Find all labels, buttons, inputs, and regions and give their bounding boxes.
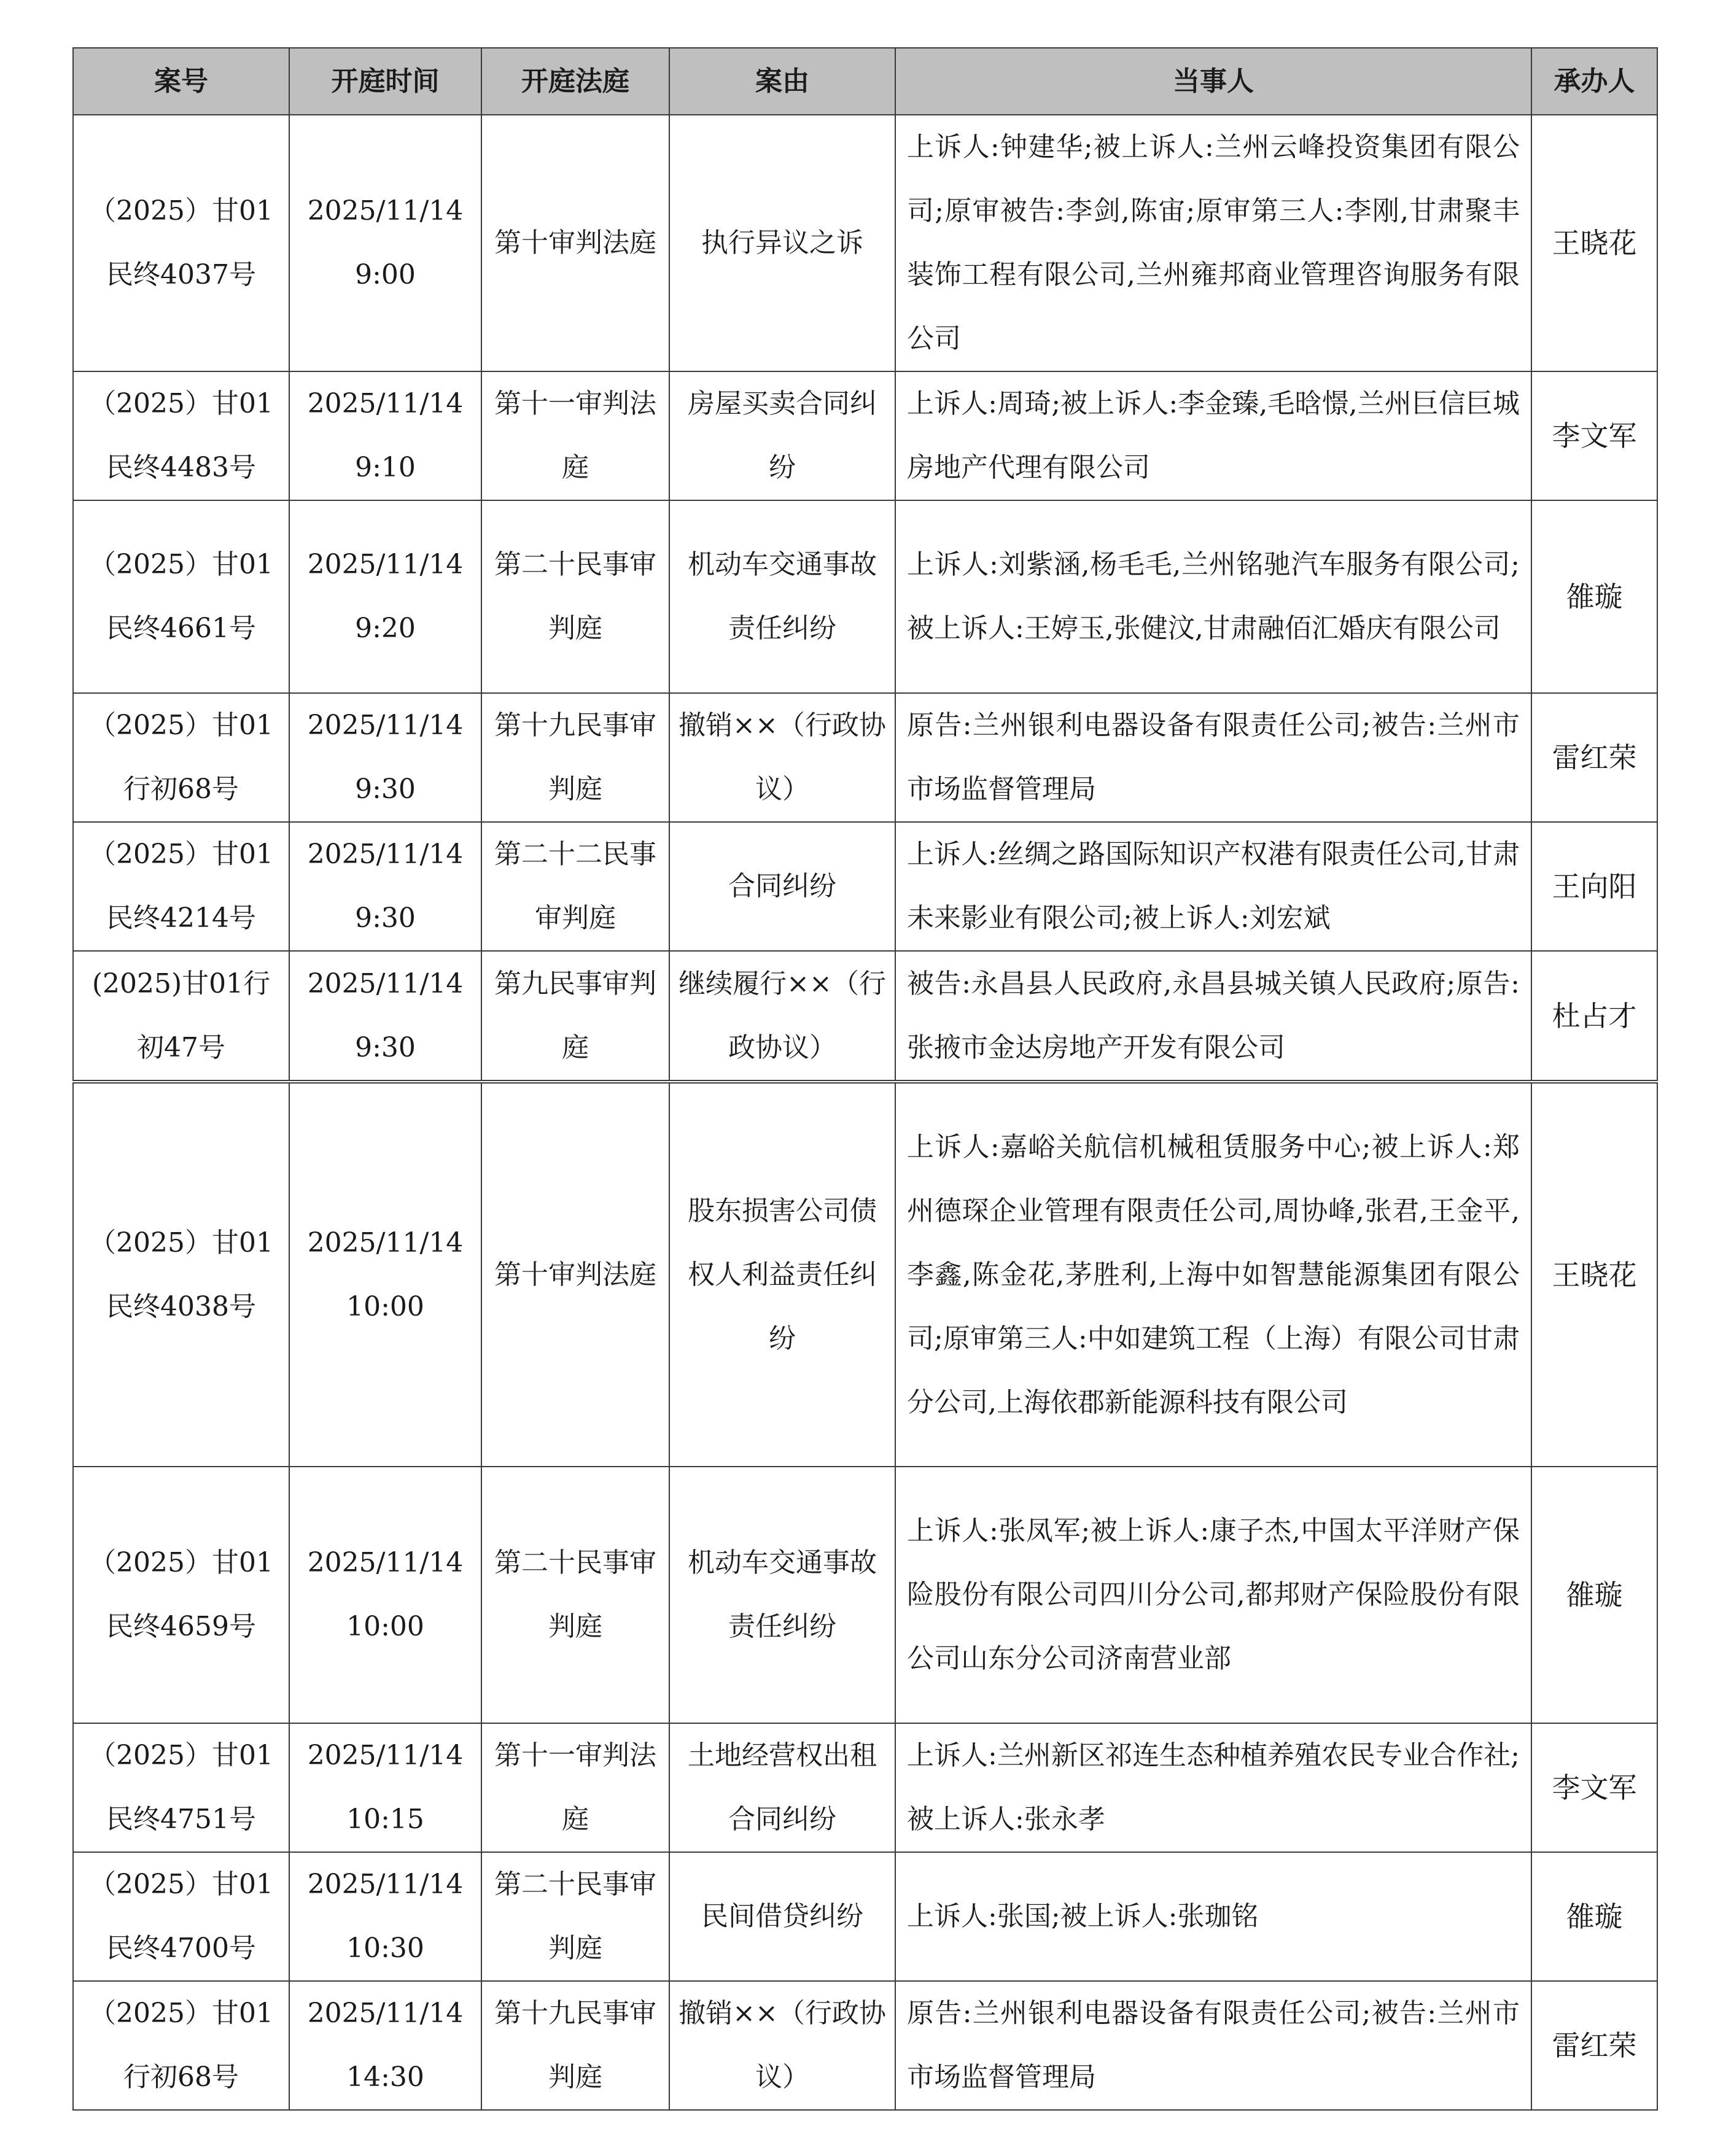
header-hearing-time: 开庭时间 <box>289 48 481 115</box>
cause-cell: 执行异议之诉 <box>669 115 895 371</box>
judge-cell: 李文军 <box>1531 1723 1657 1852</box>
courtroom-cell: 第二十民事审判庭 <box>481 1467 669 1723</box>
table-row <box>73 951 1657 1082</box>
judge-cell: 雒璇 <box>1531 1467 1657 1723</box>
parties-cell: 上诉人:张凤军;被上诉人:康子杰,中国太平洋财产保险股份有限公司四川分公司,都邦财产保险股份有限公司山东分公司济南营业部 <box>895 1467 1531 1723</box>
parties-cell: 原告:兰州银利电器设备有限责任公司;被告:兰州市市场监督管理局 <box>895 693 1531 822</box>
judge-cell: 杜占才 <box>1531 951 1657 1082</box>
parties-cell: 被告:永昌县人民政府,永昌县城关镇人民政府;原告:张掖市金达房地产开发有限公司 <box>895 951 1531 1082</box>
judge-cell: 王向阳 <box>1531 822 1657 951</box>
courtroom-cell: 第十九民事审判庭 <box>481 693 669 822</box>
case-number-cell: （2025）甘01行初68号 <box>73 693 289 822</box>
case-number-cell: (2025)甘01行初47号 <box>73 951 289 1082</box>
courtroom-cell: 第二十民事审判庭 <box>481 1852 669 1981</box>
hearing-time-cell: 2025/11/14 9:10 <box>289 371 481 500</box>
header-case-no: 案号 <box>73 48 289 115</box>
cause-cell: 股东损害公司债权人利益责任纠纷 <box>669 1082 895 1467</box>
header-parties: 当事人 <box>895 48 1531 115</box>
case-number-cell: （2025）甘01民终4700号 <box>73 1852 289 1981</box>
header-cause: 案由 <box>669 48 895 115</box>
parties-cell: 上诉人:钟建华;被上诉人:兰州云峰投资集团有限公司;原审被告:李剑,陈宙;原审第三人:李刚,甘肃聚丰装饰工程有限公司,兰州雍邦商业管理咨询服务有限公司 <box>895 115 1531 371</box>
table-row <box>73 115 1657 371</box>
cause-cell: 机动车交通事故责任纠纷 <box>669 1467 895 1723</box>
cause-cell: 土地经营权出租合同纠纷 <box>669 1723 895 1852</box>
case-number-cell: （2025）甘01民终4751号 <box>73 1723 289 1852</box>
courtroom-cell: 第九民事审判庭 <box>481 951 669 1082</box>
cause-cell: 撤销××（行政协议） <box>669 1981 895 2110</box>
header-row <box>73 48 1657 115</box>
parties-cell: 上诉人:刘紫涵,杨毛毛,兰州铭驰汽车服务有限公司;被上诉人:王婷玉,张健汶,甘肃融佰汇婚庆有限公司 <box>895 500 1531 693</box>
table-row <box>73 1082 1657 1467</box>
courtroom-cell: 第十审判法庭 <box>481 1082 669 1467</box>
case-number-cell: （2025）甘01民终4659号 <box>73 1467 289 1723</box>
parties-cell: 上诉人:周琦;被上诉人:李金臻,毛晗憬,兰州巨信巨城房地产代理有限公司 <box>895 371 1531 500</box>
hearing-time-cell: 2025/11/14 10:00 <box>289 1467 481 1723</box>
case-number-cell: （2025）甘01行初68号 <box>73 1981 289 2110</box>
header-courtroom: 开庭法庭 <box>481 48 669 115</box>
case-number-cell: （2025）甘01民终4038号 <box>73 1082 289 1467</box>
judge-cell: 雷红荣 <box>1531 693 1657 822</box>
table-row <box>73 371 1657 500</box>
hearing-time-cell: 2025/11/14 9:00 <box>289 115 481 371</box>
case-number-cell: （2025）甘01民终4214号 <box>73 822 289 951</box>
cause-cell: 继续履行××（行政协议） <box>669 951 895 1082</box>
hearing-schedule-table <box>72 47 1658 2111</box>
judge-cell: 王晓花 <box>1531 1082 1657 1467</box>
cause-cell: 房屋买卖合同纠纷 <box>669 371 895 500</box>
courtroom-cell: 第二十二民事审判庭 <box>481 822 669 951</box>
hearing-time-cell: 2025/11/14 10:00 <box>289 1082 481 1467</box>
judge-cell: 王晓花 <box>1531 115 1657 371</box>
hearing-time-cell: 2025/11/14 10:30 <box>289 1852 481 1981</box>
table-row <box>73 1981 1657 2110</box>
cause-cell: 机动车交通事故责任纠纷 <box>669 500 895 693</box>
header-judge: 承办人 <box>1531 48 1657 115</box>
case-number-cell: （2025）甘01民终4483号 <box>73 371 289 500</box>
hearing-time-cell: 2025/11/14 9:30 <box>289 693 481 822</box>
judge-cell: 李文军 <box>1531 371 1657 500</box>
hearing-time-cell: 2025/11/14 9:20 <box>289 500 481 693</box>
table-row <box>73 500 1657 693</box>
courtroom-cell: 第十九民事审判庭 <box>481 1981 669 2110</box>
parties-cell: 上诉人:兰州新区祁连生态种植养殖农民专业合作社;被上诉人:张永孝 <box>895 1723 1531 1852</box>
parties-cell: 上诉人:张国;被上诉人:张珈铭 <box>895 1852 1531 1981</box>
parties-cell: 上诉人:丝绸之路国际知识产权港有限责任公司,甘肃未来影业有限公司;被上诉人:刘宏斌 <box>895 822 1531 951</box>
case-number-cell: （2025）甘01民终4037号 <box>73 115 289 371</box>
table-row <box>73 1467 1657 1723</box>
courtroom-cell: 第十一审判法庭 <box>481 371 669 500</box>
table-row <box>73 822 1657 951</box>
judge-cell: 雒璇 <box>1531 1852 1657 1981</box>
table-row <box>73 1852 1657 1981</box>
table-row <box>73 693 1657 822</box>
judge-cell: 雒璇 <box>1531 500 1657 693</box>
cause-cell: 民间借贷纠纷 <box>669 1852 895 1981</box>
hearing-time-cell: 2025/11/14 14:30 <box>289 1981 481 2110</box>
table-row <box>73 1723 1657 1852</box>
courtroom-cell: 第十一审判法庭 <box>481 1723 669 1852</box>
hearing-time-cell: 2025/11/14 9:30 <box>289 951 481 1082</box>
parties-cell: 上诉人:嘉峪关航信机械租赁服务中心;被上诉人:郑州德琛企业管理有限责任公司,周协峰,张君,王金平,李鑫,陈金花,茅胜利,上海中如智慧能源集团有限公司;原审第三人:中如建筑工程（上海）有限公司甘肃分公司,上海依郡新能源科技有限公司 <box>895 1082 1531 1467</box>
courtroom-cell: 第二十民事审判庭 <box>481 500 669 693</box>
judge-cell: 雷红荣 <box>1531 1981 1657 2110</box>
cause-cell: 合同纠纷 <box>669 822 895 951</box>
hearing-time-cell: 2025/11/14 10:15 <box>289 1723 481 1852</box>
hearing-time-cell: 2025/11/14 9:30 <box>289 822 481 951</box>
parties-cell: 原告:兰州银利电器设备有限责任公司;被告:兰州市市场监督管理局 <box>895 1981 1531 2110</box>
courtroom-cell: 第十审判法庭 <box>481 115 669 371</box>
case-number-cell: （2025）甘01民终4661号 <box>73 500 289 693</box>
cause-cell: 撤销××（行政协议） <box>669 693 895 822</box>
